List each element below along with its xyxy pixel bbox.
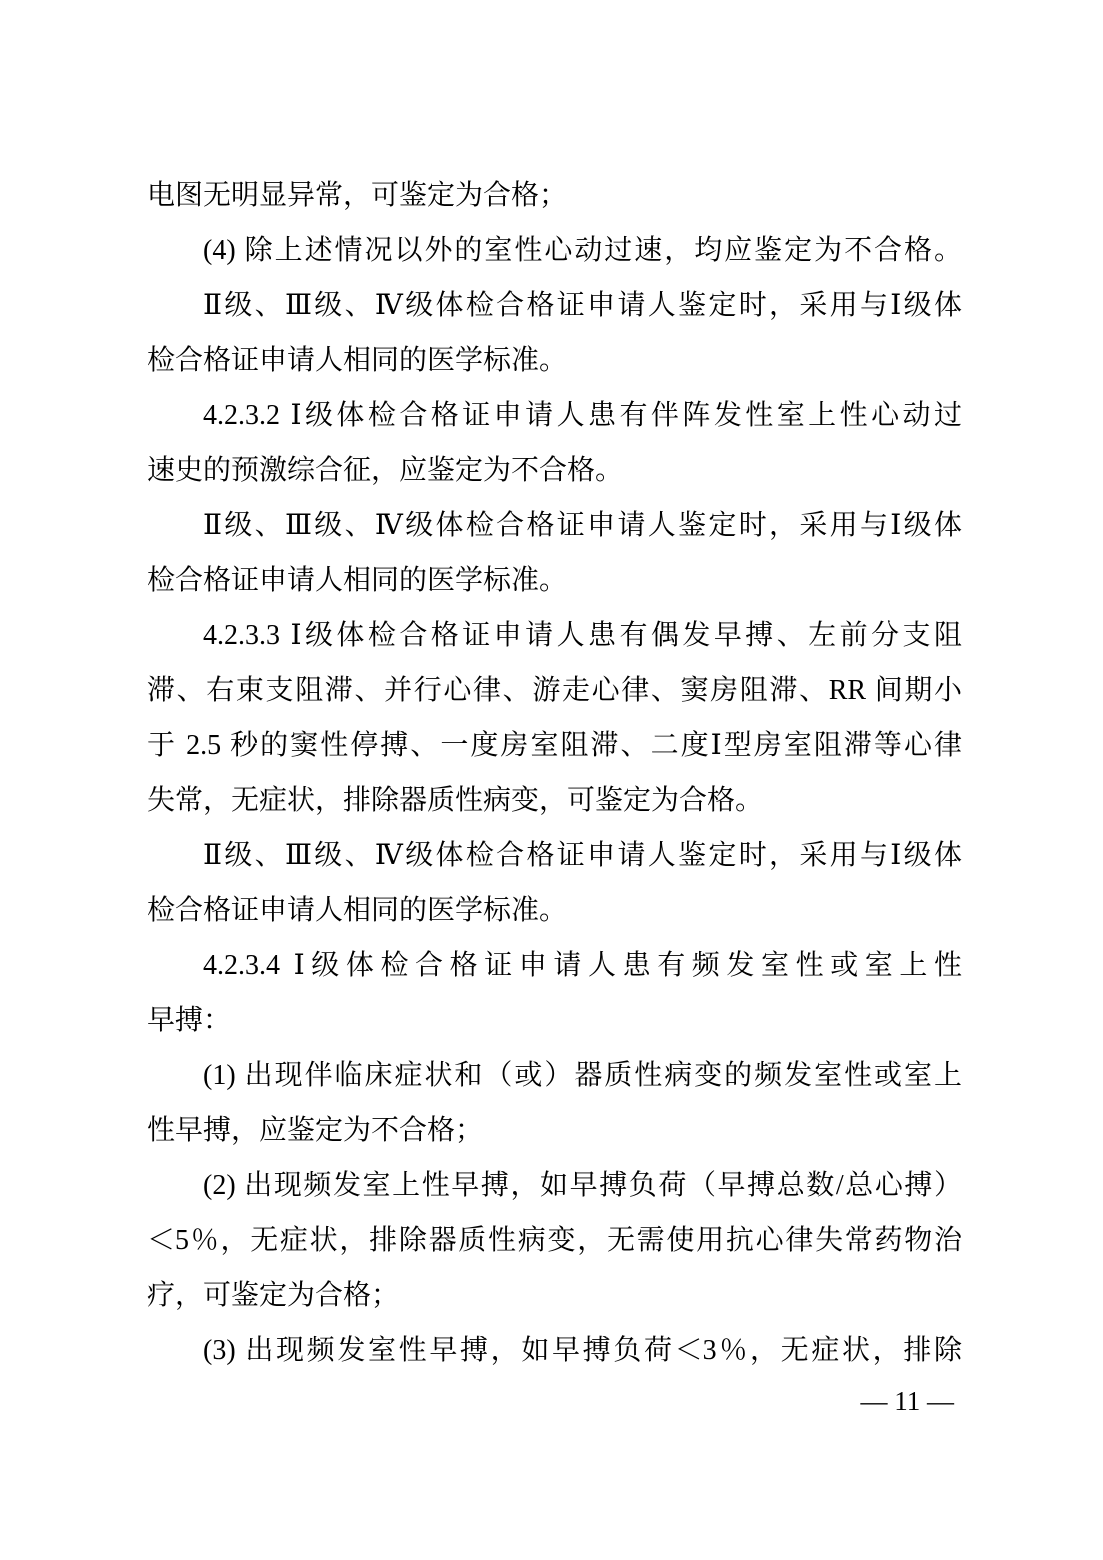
text-line: 疗，可鉴定为合格； bbox=[147, 1280, 400, 1311]
text-line: ＜5％，无症状，排除器质性病变，无需使用抗心律失常药物治 bbox=[147, 1225, 962, 1256]
text-line: 失常，无症状，排除器质性病变，可鉴定为合格。 bbox=[147, 785, 764, 816]
text-line: (1) 出现伴临床症状和（或）器质性病变的频发室性或室上 bbox=[203, 1060, 962, 1091]
text-line: (3) 出现频发室性早搏，如早搏负荷＜3％，无症状，排除 bbox=[203, 1335, 962, 1366]
text-line: 早搏： bbox=[147, 1005, 232, 1036]
text-line: 滞、右束支阻滞、并行心律、游走心律、窦房阻滞、RR 间期小 bbox=[147, 675, 962, 706]
text-line: 4.2.3.2 Ⅰ级体检合格证申请人患有伴阵发性室上性心动过 bbox=[203, 400, 962, 431]
text-line: 检合格证申请人相同的医学标准。 bbox=[147, 895, 568, 926]
text-line: 速史的预激综合征，应鉴定为不合格。 bbox=[147, 455, 624, 486]
text-line: 性早搏，应鉴定为不合格； bbox=[147, 1115, 484, 1146]
text-line: 检合格证申请人相同的医学标准。 bbox=[147, 565, 568, 596]
text-line: 4.2.3.4 Ⅰ级体检合格证申请人患有频发室性或室上性 bbox=[203, 950, 962, 981]
text-line: (2) 出现频发室上性早搏，如早搏负荷（早搏总数/总心搏） bbox=[203, 1170, 962, 1201]
text-line: 4.2.3.3 Ⅰ级体检合格证申请人患有偶发早搏、左前分支阻 bbox=[203, 620, 962, 651]
text-line: Ⅱ级、Ⅲ级、Ⅳ级体检合格证申请人鉴定时，采用与Ⅰ级体 bbox=[203, 840, 962, 871]
text-line: Ⅱ级、Ⅲ级、Ⅳ级体检合格证申请人鉴定时，采用与Ⅰ级体 bbox=[203, 290, 962, 321]
document-body bbox=[147, 168, 962, 1378]
text-line: 于 2.5 秒的窦性停搏、一度房室阻滞、二度Ⅰ型房室阻滞等心律 bbox=[147, 730, 962, 761]
text-line: 检合格证申请人相同的医学标准。 bbox=[147, 345, 568, 376]
page-number: — 11 — bbox=[860, 1386, 954, 1416]
text-line: (4) 除上述情况以外的室性心动过速，均应鉴定为不合格。 bbox=[203, 235, 962, 266]
text-line: Ⅱ级、Ⅲ级、Ⅳ级体检合格证申请人鉴定时，采用与Ⅰ级体 bbox=[203, 510, 962, 541]
text-line: 电图无明显异常，可鉴定为合格； bbox=[147, 180, 568, 211]
